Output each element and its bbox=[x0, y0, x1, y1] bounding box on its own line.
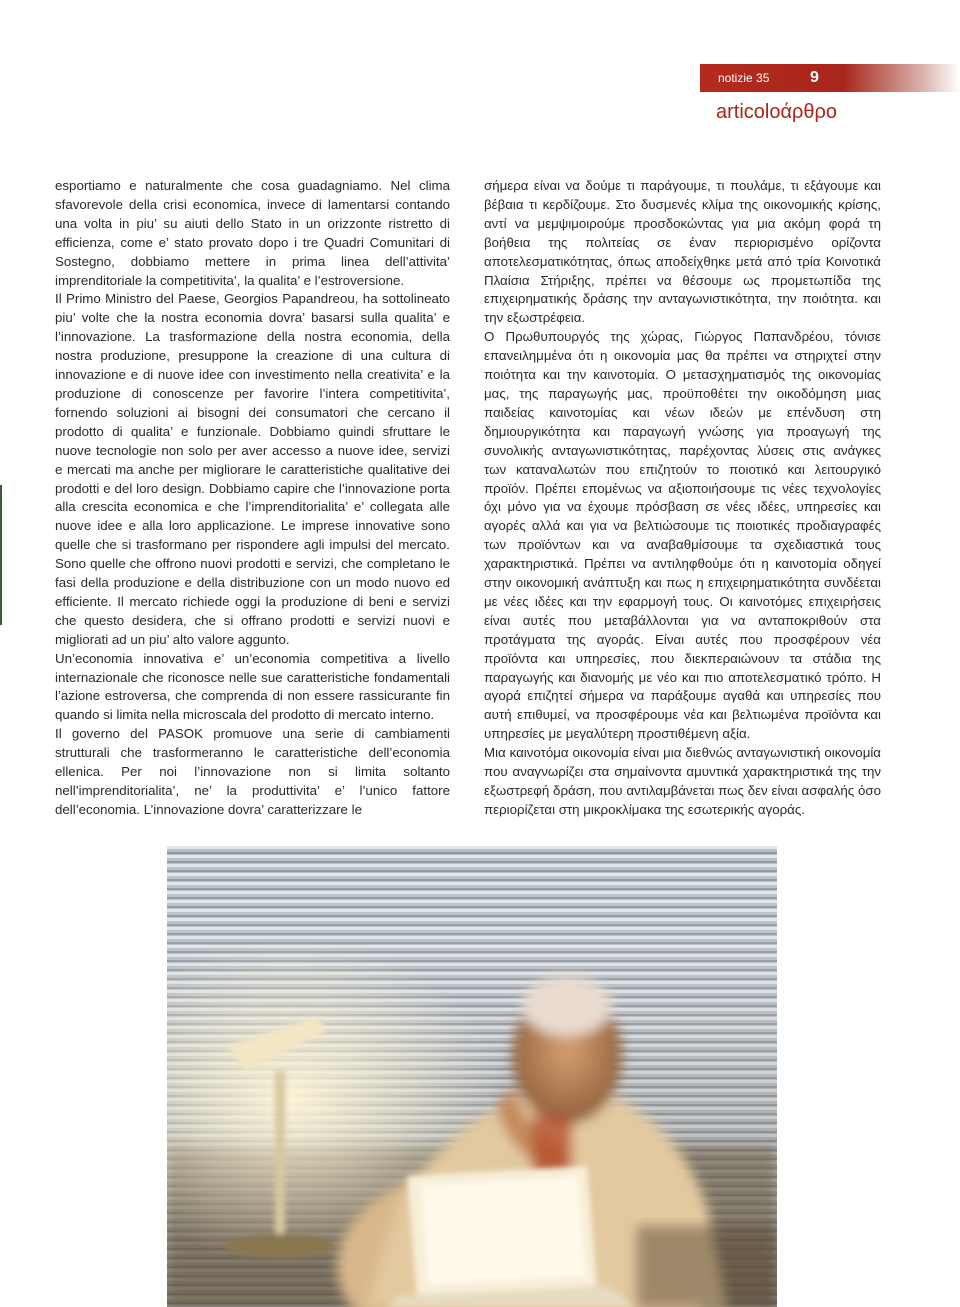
section-title-it: articolo bbox=[716, 101, 781, 123]
gr-paragraph-1: σήμερα είναι να δούμε τι παράγουμε, τι πουλάμε, τι εξάγουμε και βέβαια τι κερδίζουμε. Στο δυσμενές κλίμα της οικονομικής κρίσης, αντί να μεμψιμοιρούμε προσδοκώντας για μια ακόμη φορά τη βοήθεια της πολιτείας σε έναν περιορισμένο ορίζοντα αποτελεσματικότητας, όπως αποδείχθηκε μετά από τρία Κοινοτικά Πλαίσια Στήριξης, πρέπει να θέσουμε ως προμετωπίδα της επιχειρηματικής δράσης την ανταγωνιστικότητα, την ποιότητα. και την εξωστρέφεια. bbox=[484, 178, 881, 326]
section-title-gr: άρθρο bbox=[780, 101, 838, 123]
gr-paragraph-2: Ο Πρωθυπουργός της χώρας, Γιώργος Παπανδρέου, τόνισε επανειλημμένα ότι η οικονομία μας θα πρέπει να στηριχτεί στην ποιότητα και την καινοτομία. Ο μετασχηματισμός της οικονομίας μας, της παραγωγής μας, προϋποθέτει την οικοδόμηση μιας παιδείας καινοτομίας και νέων ιδεών με επένδυση στη δημιουργικότητα και παραγωγή γνώσης για προαγωγή της συνολικής ανταγωνιστικότητας, παρέχοντας λύσεις στις ανάγκες των καταναλωτών που επιζητούν το ποιοτικό και λειτουργικό προϊόν. Πρέπει επομένως να αξιοποιήσουμε τις νέες τεχνολογίες όχι μόνο για να έχουμε πρόσβαση σε νέες ιδέες, υπηρεσίες και αγορές αλλά και για να βελτιώσουμε τις ποιοτικές προδιαγραφές των προϊόντων και να αναβαθμίσουμε τα σχεδιαστικά τους χαρακτηριστικά. Πρέπει να αντιληφθούμε ότι η καινοτομία οδηγεί στην οικονομική ανάπτυξη και πως η επιχειρηματικότητα συνδέεται με νέες ιδέες και την εφαρμογή τους. Οι καινοτόμες επιχειρήσεις είναι αυτές που μεταβάλλονται για να ανταποκριθούν στα προτάγματα της αγοράς. Είναι αυτές που προσφέρουν νέα προϊόντα και υπηρεσίες, που διεκπεραιώνουν τα στάδια της παραγωγής και διανομής με νέο και πιο αποτελεσματικό τρόπο. Η αγορά επιζητεί σήμερα να παράξουμε αγαθά και υπηρεσίες που αυτή επιθυμεί, να προσφέρουμε νέα και βελτιωμένα προϊόντα και υπηρεσίες με μεγαλύτερη προστιθέμενη αξία. bbox=[484, 329, 881, 742]
gr-paragraph-3: Μια καινοτόμα οικονομία είναι μια διεθνώς ανταγωνιστική οικονομία που αναγνωρίζει στα σημαίνοντα αμυντικά χαρακτηριστικά της την εξωστρεφή δράση, που αντιλαμβάνεται πως δεν είναι ασφαλής όσο περιορίζεται στη μικροκλίμακα της εσωτερικής αγοράς. bbox=[484, 745, 881, 817]
greek-column bbox=[484, 177, 881, 820]
page-number: 9 bbox=[810, 69, 819, 86]
it-paragraph-1: esportiamo e naturalmente che cosa guadagniamo. Nel clima sfavorevole della crisi economica, invece di lamentarsi contando una volta in piu’ su aiuti dello Stato in un orizzonte ristretto di efficienza, come e’ stato provato dopo i tre Quadri Comunitari di Sostegno, dobbiamo mettere in prima linea dell’attivita’ imprenditoriale la competitivita’, la qualita’ e l’estroversione. bbox=[55, 178, 450, 288]
it-paragraph-2: Il Primo Ministro del Paese, Georgios Papandreou, ha sottolineato piu’ volte che la nostra economia dovra’ basarsi sulla qualita’ e l’innovazione. La trasformazione della nostra economia, della nostra produzione, presuppone la creazione di una cultura di innovazione e di nuove idee con investimento nella creativita’ e la produzione di conoscenze per favorire l’intera competitivita’, fornendo soluzioni ai bisogni dei consumatori che cercano il prodotto di qualita’ e funzionale. Dobbiamo quindi sfruttare le nuove tecnologie non solo per aver accesso a nuove idee, servizi e mercati ma anche per migliorare le caratteristiche qualitative dei prodotti e del loro design. Dobbiamo capire che l’innovazione porta alla crescita economica e che l’imprenditorialita’ e’ collegata alle nuove idee e alla loro applicazione. Le imprese innovative sono quelle che si trasformano per rispondere agli impulsi del mercato. Sono quelle che offrono nuovi prodotti e servizi, che completano le fasi della produzione e della distribuzione con un modo nuovo ed efficiente. Il mercato richiede oggi la produzione di beni e servizi che questo desidera, che si offrano prodotti e servizi nuovi e migliorati ad un piu’ alto valore aggunto. bbox=[55, 291, 450, 647]
it-paragraph-4: Il governo del PASOK promuove una serie di cambiamenti strutturali che trasformeranno le caratteristiche dell’economia ellenica. Per noi l’innovazione non si limita soltanto nell’imprenditorialita’, ne’ la produttivita’ e’ l’unico fattore dell’economia. L’innovazione dovra’ caratterizzare le bbox=[55, 726, 450, 817]
office-photo bbox=[167, 846, 777, 1307]
issue-label: notizie 35 bbox=[718, 71, 770, 85]
margin-rule bbox=[0, 485, 2, 625]
it-paragraph-3: Un’economia innovativa e’ un’economia competitiva a livello internazionale che riconosce nelle sue caratteristiche fondamentali l’azione estroversa, che comprenda di non essere rassicurante fin quando si limita nella microscala del prodotto di mercato interno. bbox=[55, 650, 450, 723]
section-title bbox=[716, 101, 837, 124]
italian-column bbox=[55, 177, 450, 820]
